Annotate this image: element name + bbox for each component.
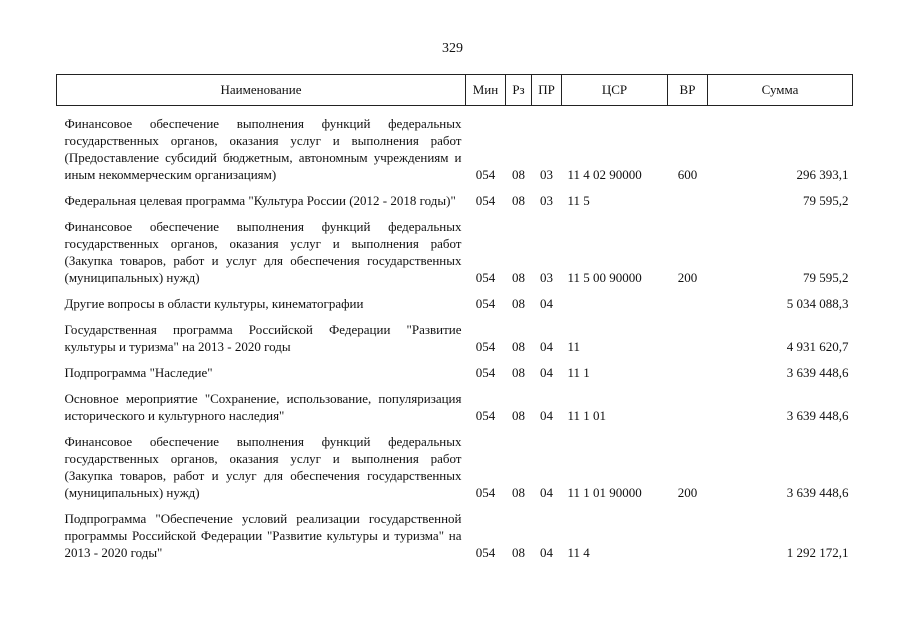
row-spacer — [57, 106, 853, 116]
header-min: Мин — [466, 75, 506, 106]
row-spacer — [57, 424, 853, 433]
row-spacer — [57, 381, 853, 390]
cell-rz: 08 — [512, 545, 525, 560]
cell-name: Другие вопросы в области культуры, кинематографии — [64, 296, 364, 311]
cell-pr: 04 — [540, 339, 553, 354]
table-row — [57, 192, 853, 209]
cell-min: 054 — [475, 339, 496, 354]
cell-sum: 79 595,2 — [803, 193, 849, 208]
cell-name: Финансовое обеспечение выполнения функций федеральных государственных органов, оказания услуг и выполнения работ (Предоставление субсидий бюджетным, автономным учреждениям и иным некоммерческим организациям) — [64, 116, 462, 182]
cell-rz: 08 — [512, 485, 525, 500]
cell-pr: 03 — [540, 270, 553, 285]
row-spacer-cell — [57, 381, 853, 390]
cell-rz: 08 — [512, 408, 525, 423]
cell-vr — [668, 321, 708, 355]
cell-csr: 11 5 — [567, 193, 590, 208]
row-spacer-cell — [57, 183, 853, 192]
table-row — [57, 510, 853, 561]
row-spacer-cell — [57, 355, 853, 364]
cell-min: 054 — [475, 408, 496, 423]
cell-csr: 11 4 — [567, 545, 590, 560]
cell-sum: 5 034 088,3 — [786, 296, 849, 311]
row-spacer — [57, 355, 853, 364]
row-spacer — [57, 286, 853, 295]
cell-name: Государственная программа Российской Федерации "Развитие культуры и туризма" на 2013 - 2020 годы — [64, 322, 462, 354]
cell-vr: 200 — [677, 270, 698, 285]
cell-sum: 3 639 448,6 — [786, 365, 849, 380]
table-row — [57, 364, 853, 381]
cell-min: 054 — [475, 167, 496, 182]
table-row — [57, 321, 853, 355]
row-spacer — [57, 209, 853, 218]
cell-name: Финансовое обеспечение выполнения функций федеральных государственных органов, оказания услуг и выполнения работ (Закупка товаров, работ и услуг для обеспечения государственных (муниципальных) нужд) — [64, 434, 462, 500]
row-spacer-cell — [57, 424, 853, 433]
cell-vr: 600 — [677, 167, 698, 182]
table-row — [57, 295, 853, 312]
cell-csr: 11 4 02 90000 — [567, 167, 642, 182]
cell-rz: 08 — [512, 339, 525, 354]
cell-min: 054 — [475, 270, 496, 285]
page-number: 329 — [442, 41, 463, 56]
table-row — [57, 115, 853, 183]
cell-sum: 3 639 448,6 — [786, 485, 849, 500]
cell-rz: 08 — [512, 365, 525, 380]
cell-pr: 04 — [540, 408, 553, 423]
cell-sum: 3 639 448,6 — [786, 408, 849, 423]
cell-name: Федеральная целевая программа "Культура России (2012 - 2018 годы)" — [64, 193, 456, 208]
cell-rz: 08 — [512, 167, 525, 182]
cell-sum: 4 931 620,7 — [786, 339, 849, 354]
cell-vr: 200 — [677, 485, 698, 500]
table-row — [57, 390, 853, 424]
cell-pr: 04 — [540, 296, 553, 311]
cell-pr: 03 — [540, 193, 553, 208]
cell-csr: 11 — [567, 339, 581, 354]
row-spacer-cell — [57, 209, 853, 218]
table-body — [57, 106, 853, 562]
row-spacer — [57, 501, 853, 510]
row-spacer-cell — [57, 501, 853, 510]
header-csr: ЦСР — [562, 75, 668, 106]
row-spacer-cell — [57, 286, 853, 295]
cell-pr: 03 — [540, 167, 553, 182]
cell-vr — [668, 510, 708, 561]
cell-vr — [668, 192, 708, 209]
cell-csr — [562, 295, 668, 312]
cell-min: 054 — [475, 193, 496, 208]
header-sum: Сумма — [708, 75, 853, 106]
cell-name: Подпрограмма "Обеспечение условий реализации государственной программы Российской Федерации "Развитие культуры и туризма" на 2013 - 2020 годы" — [64, 511, 462, 560]
cell-min: 054 — [475, 485, 496, 500]
cell-pr: 04 — [540, 485, 553, 500]
row-spacer — [57, 312, 853, 321]
table-row — [57, 218, 853, 286]
cell-min: 054 — [475, 296, 496, 311]
cell-vr — [668, 295, 708, 312]
cell-vr — [668, 364, 708, 381]
cell-name: Финансовое обеспечение выполнения функций федеральных государственных органов, оказания услуг и выполнения работ (Закупка товаров, работ и услуг для обеспечения государственных (муниципальных) нужд) — [64, 219, 462, 285]
row-spacer — [57, 183, 853, 192]
cell-sum: 296 393,1 — [796, 167, 849, 182]
cell-min: 054 — [475, 545, 496, 560]
header-rz: Рз — [506, 75, 532, 106]
cell-name: Подпрограмма "Наследие" — [64, 365, 213, 380]
cell-rz: 08 — [512, 193, 525, 208]
header-vr: ВР — [668, 75, 708, 106]
row-spacer-cell — [57, 106, 853, 116]
cell-csr: 11 1 — [567, 365, 590, 380]
cell-pr: 04 — [540, 545, 553, 560]
cell-min: 054 — [475, 365, 496, 380]
cell-csr: 11 5 00 90000 — [567, 270, 642, 285]
cell-pr: 04 — [540, 365, 553, 380]
cell-csr: 11 1 01 — [567, 408, 607, 423]
cell-sum: 1 292 172,1 — [786, 545, 849, 560]
cell-rz: 08 — [512, 270, 525, 285]
row-spacer-cell — [57, 312, 853, 321]
cell-sum: 79 595,2 — [803, 270, 849, 285]
cell-vr — [668, 390, 708, 424]
header-pr: ПР — [532, 75, 562, 106]
cell-csr: 11 1 01 90000 — [567, 485, 642, 500]
table-row — [57, 433, 853, 501]
cell-rz: 08 — [512, 296, 525, 311]
header-name: Наименование — [57, 75, 466, 106]
table-header — [57, 75, 853, 106]
budget-table — [56, 74, 853, 561]
cell-name: Основное мероприятие "Сохранение, использование, популяризация исторического и культурного наследия" — [64, 391, 462, 423]
